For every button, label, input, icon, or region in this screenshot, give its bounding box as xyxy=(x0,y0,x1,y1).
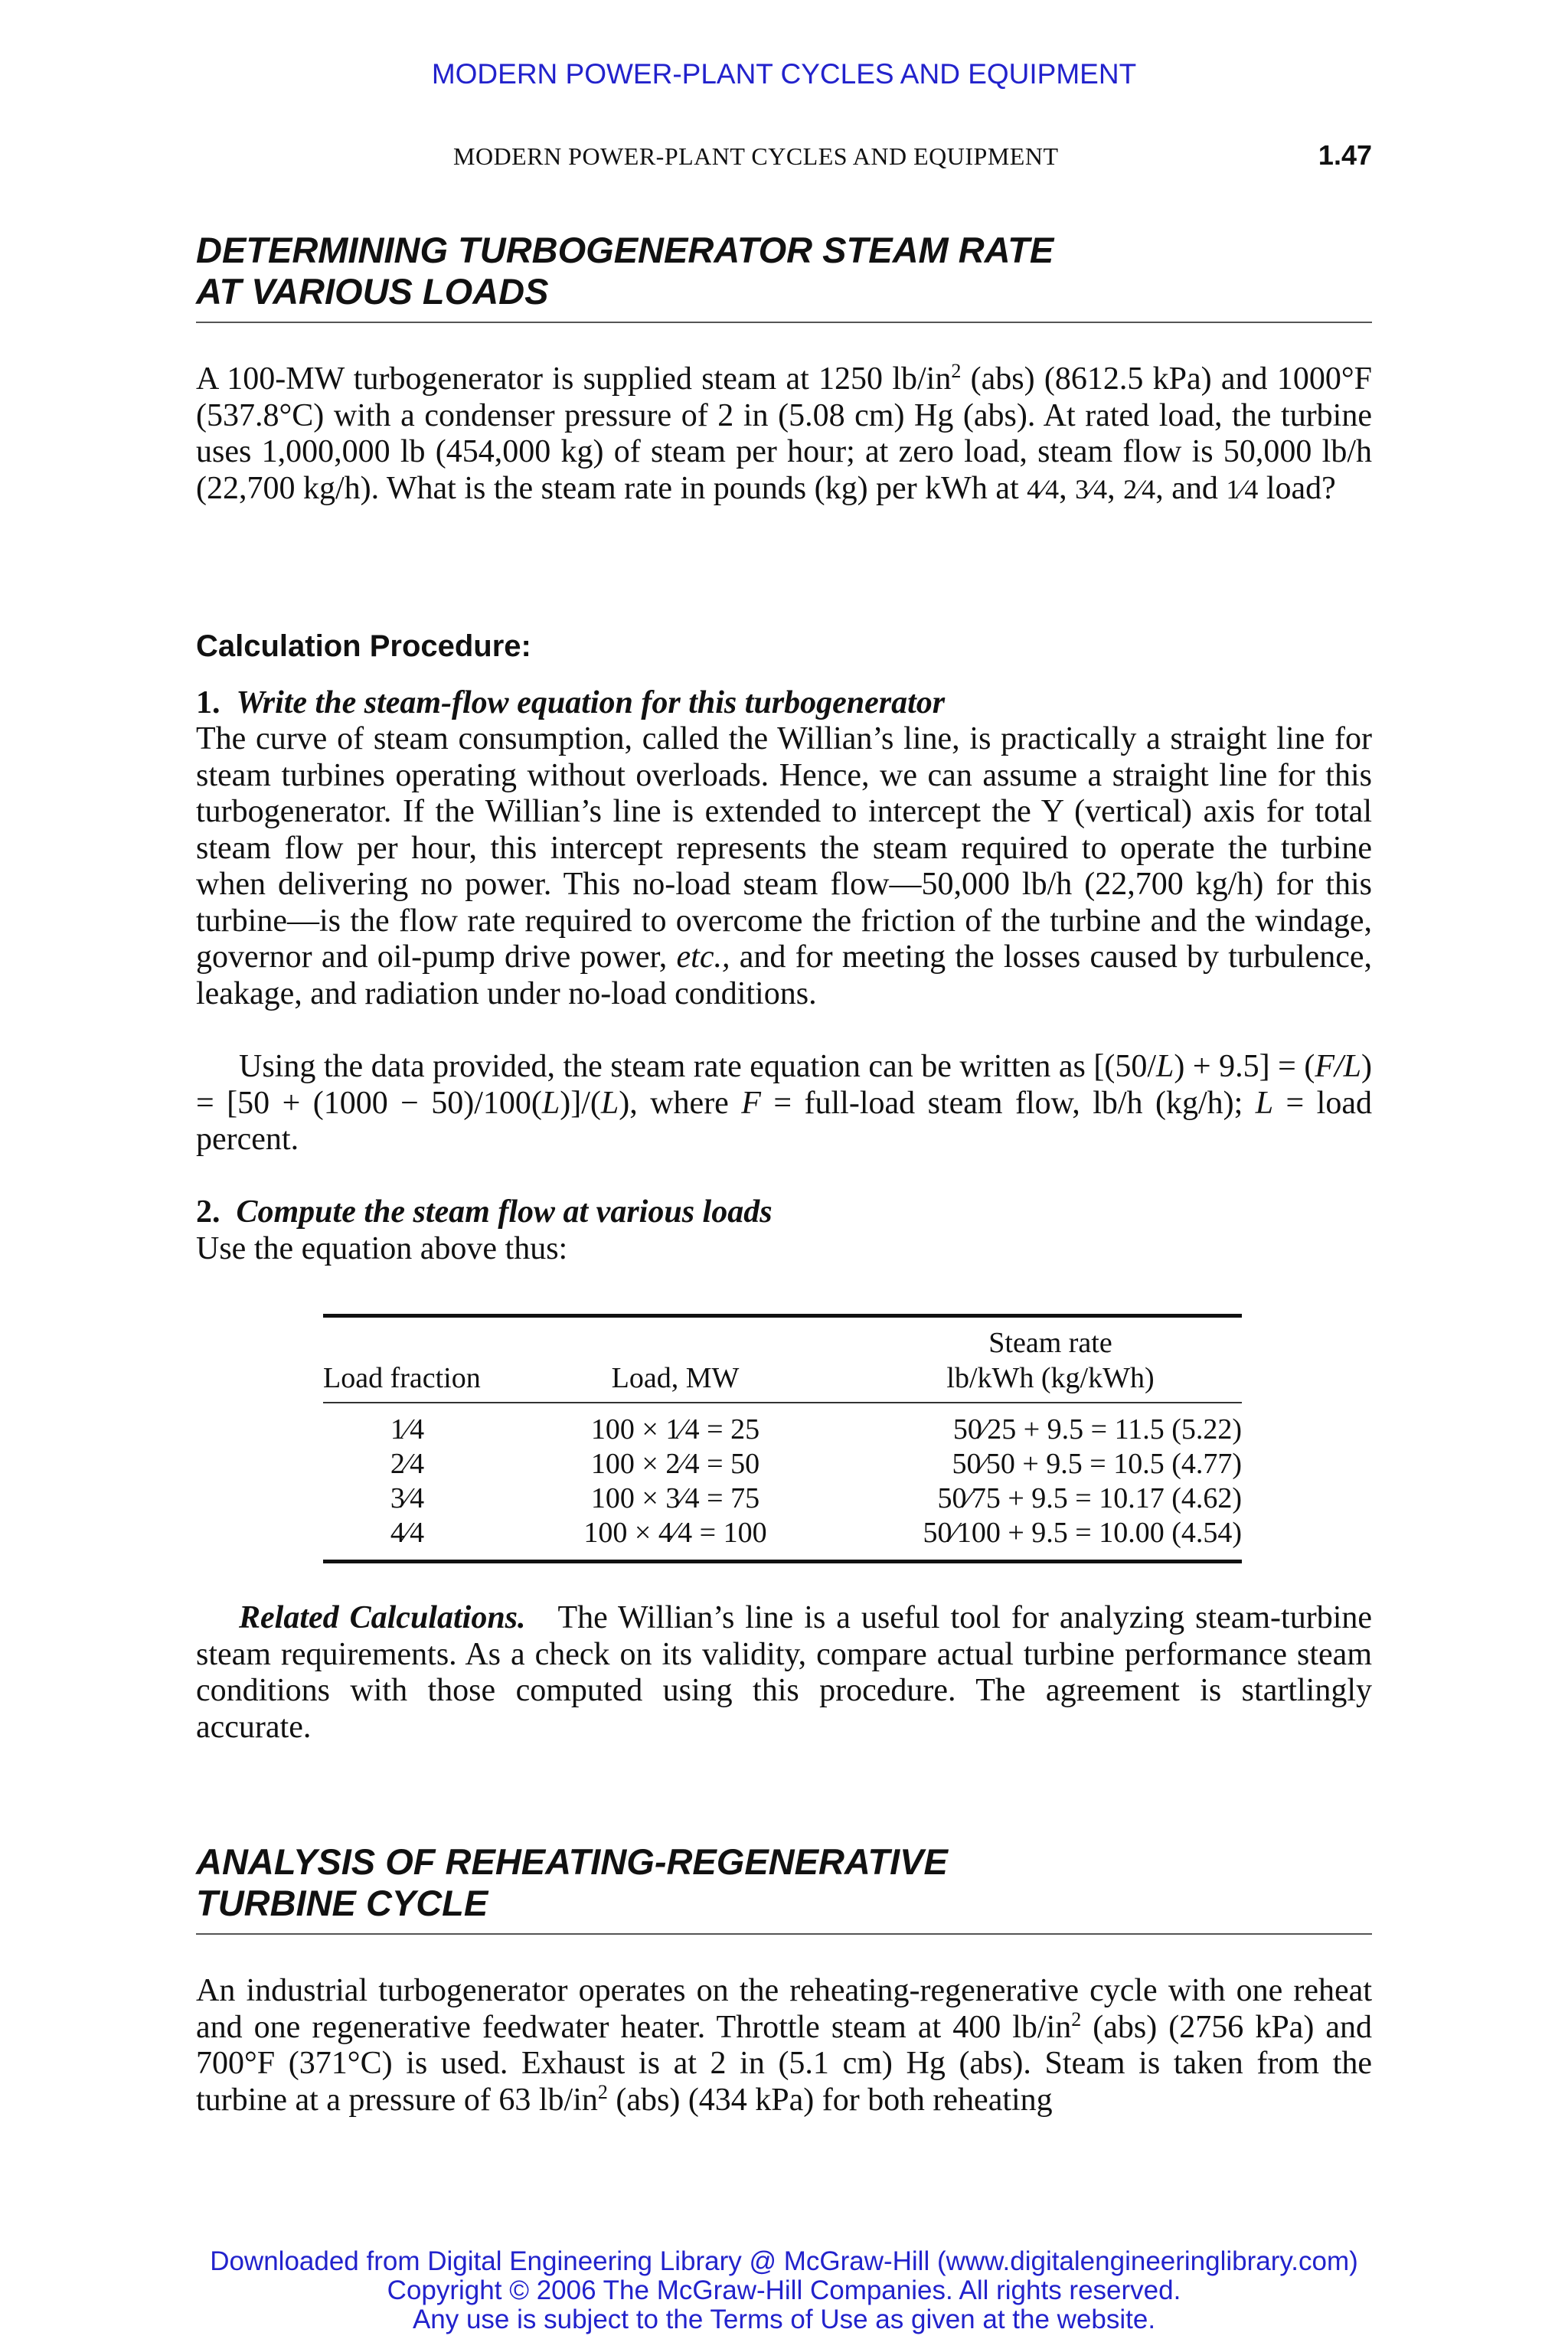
step1-body xyxy=(196,721,1372,1012)
eq-part-d: )]/( xyxy=(560,1085,601,1121)
eq-var-l: L xyxy=(600,1085,619,1121)
cell-load-mw: 100 × 1⁄4 = 25 xyxy=(590,1413,760,1446)
eq-var-l: L xyxy=(1255,1085,1274,1121)
section1-title xyxy=(196,230,1372,323)
cell-steam-rate: 50⁄100 + 9.5 = 10.00 (4.54) xyxy=(923,1517,1242,1549)
step1-title: Write the steam-flow equation for this turbogenerator xyxy=(236,685,946,720)
cell-load-fraction: 3⁄4 xyxy=(390,1482,425,1514)
eq-part-e: ), where xyxy=(619,1085,742,1121)
section2-title xyxy=(196,1841,1372,1935)
top-banner: MODERN POWER-PLANT CYCLES AND EQUIPMENT xyxy=(431,58,1137,90)
fraction-four-quarters: 4⁄4 xyxy=(1027,473,1060,505)
eq-var-l: L xyxy=(541,1085,560,1121)
footer-copyright: Copyright © 2006 The McGraw-Hill Companies. All rights reserved. xyxy=(387,2275,1181,2305)
eq-part-f: = full-load steam flow, lb/h (kg/h); xyxy=(760,1085,1256,1121)
intro-and: and xyxy=(1171,470,1218,506)
related-calculations xyxy=(196,1600,1372,1746)
table-header-row xyxy=(323,1316,1242,1403)
header-steam-rate-line1: Steam rate xyxy=(988,1327,1112,1359)
superscript-2: 2 xyxy=(597,2080,608,2103)
section1-title-line1: DETERMINING TURBOGENERATOR STEAM RATE xyxy=(196,230,1054,270)
step2-number: 2. xyxy=(196,1194,220,1230)
step2-heading xyxy=(196,1194,1372,1231)
section1-title-line2: AT VARIOUS LOADS xyxy=(196,271,549,312)
cell-steam-rate: 50⁄50 + 9.5 = 10.5 (4.77) xyxy=(952,1448,1242,1480)
eq-part-g: = load percent. xyxy=(196,1085,1372,1157)
steam-rate-table xyxy=(323,1314,1242,1563)
section2-title-line1: ANALYSIS OF REHEATING-REGENERATIVE xyxy=(196,1841,948,1882)
step2-title: Compute the steam flow at various loads xyxy=(236,1194,773,1230)
eq-part-a: Using the data provided, the steam rate equation can be written as [(50/ xyxy=(239,1049,1157,1084)
section2-text-b: (abs) (2756 kPa) and 700°F (371°C) is used. Exhaust is at 2 in (5.1 cm) Hg (abs). Steam is taken from the turbine at a pressure of 63 lb/in xyxy=(196,2009,1372,2118)
eq-var-l: L xyxy=(1156,1049,1174,1084)
page-number: 1.47 xyxy=(1318,139,1372,171)
table-row xyxy=(323,1516,1242,1562)
superscript-2: 2 xyxy=(951,360,962,382)
footer-terms: Any use is subject to the Terms of Use as given at the website. xyxy=(412,2305,1156,2334)
footer-download-link[interactable]: Downloaded from Digital Engineering Library @ McGraw-Hill (www.digitalengineeringlibrary.com) xyxy=(210,2246,1358,2276)
step1-heading xyxy=(196,685,1372,722)
eq-part-c: ) = [50 + (1000 − 50)/100( xyxy=(196,1049,1372,1121)
fraction-two-quarters: 2⁄4 xyxy=(1123,473,1156,505)
related-label: Related Calculations. xyxy=(239,1600,526,1635)
table-row xyxy=(323,1481,1242,1516)
procedure-heading: Calculation Procedure: xyxy=(196,629,531,663)
step1-text-end: and for meeting the losses caused by turbulence, leakage, and radiation under no-load conditions. xyxy=(196,939,1372,1011)
cell-load-fraction: 2⁄4 xyxy=(390,1448,425,1480)
eq-var-f: F xyxy=(741,1085,761,1121)
related-text: The Willian’s line is a useful tool for analyzing steam-turbine steam requirements. As a check on its validity, compare actual turbine performance steam conditions with those computed using this procedure. The agreement is startlingly accurate. xyxy=(196,1600,1372,1745)
cell-load-mw: 100 × 3⁄4 = 75 xyxy=(590,1482,760,1514)
header-load-mw: Load, MW xyxy=(492,1316,859,1403)
step1-equation xyxy=(196,1049,1372,1158)
cell-load-mw: 100 × 4⁄4 = 100 xyxy=(583,1517,767,1549)
superscript-2: 2 xyxy=(1071,2007,1082,2030)
table-row xyxy=(323,1447,1242,1481)
section2-title-line2: TURBINE CYCLE xyxy=(196,1883,488,1923)
header-load-fraction: Load fraction xyxy=(323,1316,492,1403)
intro-text-end: load? xyxy=(1258,470,1336,506)
etc-italic: etc., xyxy=(676,939,730,975)
fraction-three-quarters: 3⁄4 xyxy=(1075,473,1108,505)
table-row xyxy=(323,1403,1242,1447)
section2-body xyxy=(196,1973,1372,2118)
step1-number: 1. xyxy=(196,685,220,720)
cell-load-fraction: 1⁄4 xyxy=(390,1413,425,1446)
eq-var-fl: F/L xyxy=(1315,1049,1361,1084)
cell-steam-rate: 50⁄25 + 9.5 = 11.5 (5.22) xyxy=(952,1413,1242,1446)
section2-text-a: An industrial turbogenerator operates on the reheating-regenerative cycle with one reheat and one regenerative feedwater heater. Throttle steam at 400 lb/in xyxy=(196,1973,1372,2045)
cell-load-mw: 100 × 2⁄4 = 50 xyxy=(590,1448,760,1480)
step1-text: The curve of steam consumption, called the Willian’s line, is practically a straight line for steam turbines operating without overloads. Hence, we can assume a straight line for this turbogenerator. If the Willian’s line is extended to intercept the Y (vertical) axis for total steam flow per hour, this intercept represents the steam required to operate the turbine when delivering no power. This no-load steam flow—50,000 lb/h (22,700 kg/h) for this turbine—is the flow rate required to overcome the friction of the turbine and the windage, governor and oil-pump drive power, xyxy=(196,721,1372,975)
fraction-one-quarter: 1⁄4 xyxy=(1226,473,1259,505)
header-steam-rate-line2: lb/kWh (kg/kWh) xyxy=(946,1362,1155,1394)
section2-text-c: (abs) (434 kPa) for both reheating xyxy=(607,2082,1053,2118)
cell-steam-rate: 50⁄75 + 9.5 = 10.17 (4.62) xyxy=(937,1482,1242,1514)
intro-paragraph: A 100-MW turbogenerator is supplied steam at 1250 $lb/in^2$ (abs) (8612.5 kPa) and 1000°F (537.8°C) with a condenser pressure of 2 in (5.08 cm) Hg (abs). At rated load, the turbine uses 1,000,000 lb (454,000 kg) of steam per hour; at zero load, steam flow is 50,000 lb/h (22,700 kg/h). What is the steam rate in pounds (kg) per kWh at 4⁄4, 3⁄4, 2⁄4, and 1⁄4 load? xyxy=(196,360,1372,506)
intro-text-b: (abs) (8612.5 kPa) and 1000°F (537.8°C) with a condenser pressure of 2 in (5.08 cm) Hg (abs). At rated load, the turbine uses 1,000,000 lb (454,000 kg) of steam per hour; at zero load, steam flow is 50,000 lb/h (22,700 kg/h). What is the steam rate in pounds (kg) per kWh at xyxy=(196,361,1372,506)
footer xyxy=(0,2247,1568,2334)
eq-part-b: ) + 9.5] = ( xyxy=(1174,1049,1315,1084)
running-head: MODERN POWER-PLANT CYCLES AND EQUIPMENT xyxy=(453,142,1059,170)
step2-body: Use the equation above thus: xyxy=(196,1231,568,1266)
header-steam-rate xyxy=(859,1316,1242,1403)
intro-text-a: A 100-MW turbogenerator is supplied steam at 1250 lb/in xyxy=(196,361,952,397)
cell-load-fraction: 4⁄4 xyxy=(390,1517,425,1549)
